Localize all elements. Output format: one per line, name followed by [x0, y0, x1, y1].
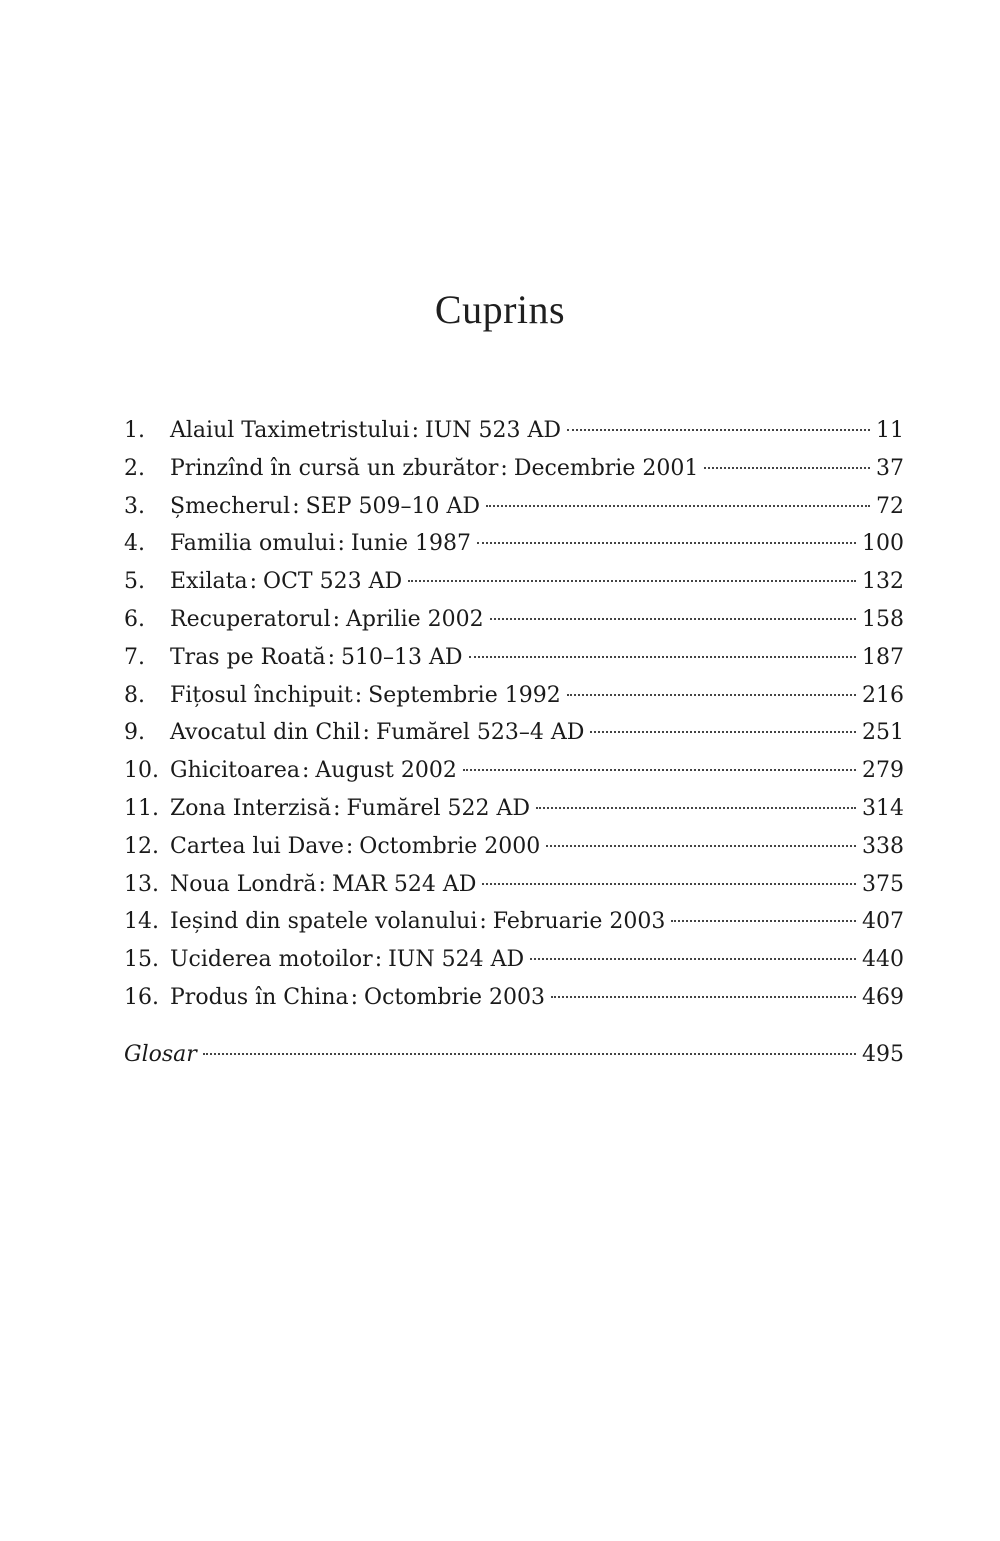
- title-separator: :: [350, 984, 359, 1010]
- chapter-title: Exilata: [170, 569, 248, 595]
- title-separator: :: [374, 947, 383, 973]
- title-separator: :: [302, 758, 310, 784]
- toc-row: [124, 714, 904, 752]
- chapter-number: 1.: [124, 418, 145, 443]
- title-separator: :: [292, 493, 300, 519]
- chapter-title: Tras pe Roată: [170, 644, 326, 670]
- toc-row: [124, 412, 904, 450]
- toc-row: [124, 525, 904, 563]
- chapter-date: OCT 523 AD: [263, 569, 403, 595]
- chapter-page-number: 338: [862, 833, 904, 859]
- chapter-page-number: 158: [862, 606, 904, 632]
- dot-leader: [536, 795, 856, 809]
- chapter-page-number: 469: [862, 984, 904, 1010]
- toc-row: [124, 563, 904, 601]
- chapter-title: Cartea lui Dave: [170, 833, 344, 859]
- chapter-page-number: 407: [862, 909, 904, 935]
- toc-row: [124, 677, 904, 715]
- chapter-page-number: 132: [862, 569, 904, 595]
- title-separator: :: [327, 644, 335, 670]
- title-separator: :: [337, 531, 345, 557]
- dot-leader: [463, 757, 856, 771]
- chapter-date: Iunie 1987: [350, 531, 471, 557]
- glossary-page-number: 495: [862, 1042, 904, 1067]
- chapter-number: 8.: [124, 682, 145, 708]
- chapter-number: 2.: [124, 455, 145, 481]
- chapter-page-number: 72: [876, 493, 904, 519]
- toc-glossary-entry: [124, 1036, 904, 1074]
- chapter-title: Noua Londră: [170, 871, 317, 897]
- chapter-date: Aprilie 2002: [346, 606, 484, 632]
- title-separator: :: [332, 606, 341, 632]
- dot-leader: [530, 946, 856, 960]
- chapter-number: 14.: [124, 909, 159, 935]
- dot-leader: [482, 871, 856, 885]
- chapter-page-number: 251: [862, 720, 904, 746]
- chapter-page-number: 440: [862, 947, 904, 973]
- title-separator: :: [411, 418, 420, 443]
- page-title: Cuprins: [434, 287, 566, 332]
- chapter-number: 5.: [124, 569, 145, 595]
- chapter-date: SEP 509–10 AD: [305, 493, 481, 519]
- chapter-number: 13.: [124, 871, 159, 897]
- toc-row: [124, 828, 904, 866]
- dot-leader: [590, 719, 856, 733]
- toc-row: [124, 903, 904, 941]
- chapter-number: 7.: [124, 644, 145, 670]
- chapter-title: Zona Interzisă: [170, 795, 332, 821]
- dot-leader: [671, 908, 856, 922]
- chapter-title: Fițosul închipuit: [170, 682, 353, 708]
- chapter-number: 10.: [124, 758, 159, 784]
- dot-leader: [490, 606, 856, 620]
- chapter-date: 510–13 AD: [341, 644, 463, 670]
- chapter-title: Ghicitoarea: [170, 758, 300, 784]
- chapter-number: 15.: [124, 947, 159, 973]
- chapter-date: MAR 524 AD: [331, 871, 477, 897]
- toc-row: [124, 488, 904, 526]
- chapter-page-number: 100: [862, 531, 904, 557]
- dot-leader: [408, 568, 856, 582]
- toc-row: [124, 450, 904, 488]
- chapter-title: Alaiul Taximetristului: [170, 418, 410, 443]
- dot-leader: [469, 644, 856, 658]
- title-separator: :: [345, 833, 354, 859]
- toc-row: [124, 601, 904, 639]
- chapter-date: Octombrie 2003: [364, 984, 545, 1010]
- dot-leader: [567, 417, 870, 431]
- toc-row: [124, 979, 904, 1017]
- chapter-page-number: 37: [876, 455, 904, 481]
- chapter-number: 11.: [124, 795, 159, 821]
- dot-leader: [567, 682, 856, 696]
- chapter-page-number: 314: [862, 795, 904, 821]
- toc-row: [124, 1036, 904, 1074]
- toc-row: [124, 941, 904, 979]
- dot-leader: [203, 1041, 856, 1055]
- table-of-contents: [124, 412, 904, 1017]
- chapter-title: Șmecherul: [170, 493, 291, 519]
- toc-row: [124, 639, 904, 677]
- dot-leader: [477, 530, 856, 544]
- chapter-date: August 2002: [315, 758, 457, 784]
- dot-leader: [551, 984, 856, 998]
- chapter-date: IUN 524 AD: [388, 947, 525, 973]
- chapter-page-number: 216: [862, 682, 904, 708]
- chapter-title: Prinzînd în cursă un zburător: [170, 455, 499, 481]
- chapter-title: Uciderea motoilor: [170, 947, 373, 973]
- dot-leader: [704, 455, 870, 469]
- chapter-number: 6.: [124, 606, 145, 632]
- chapter-title: Familia omului: [170, 531, 336, 557]
- title-separator: :: [362, 720, 370, 746]
- chapter-page-number: 375: [862, 871, 904, 897]
- chapter-number: 12.: [124, 833, 159, 859]
- chapter-date: Decembrie 2001: [513, 455, 699, 481]
- chapter-page-number: 187: [862, 644, 904, 670]
- chapter-number: 9.: [124, 720, 145, 746]
- title-separator: :: [318, 871, 326, 897]
- glossary-label: Glosar: [124, 1042, 197, 1067]
- chapter-date: Octombrie 2000: [359, 833, 541, 859]
- chapter-title: Produs în China: [170, 984, 349, 1010]
- chapter-date: Septembrie 1992: [368, 682, 561, 708]
- chapter-title: Ieșind din spatele volanului: [170, 909, 478, 935]
- chapter-date: Fumărel 523–4 AD: [375, 720, 585, 746]
- toc-row: [124, 752, 904, 790]
- chapter-date: Fumărel 522 AD: [346, 795, 531, 821]
- chapter-date: Februarie 2003: [492, 909, 666, 935]
- toc-row: [124, 866, 904, 904]
- title-separator: :: [249, 569, 258, 595]
- chapter-page-number: 279: [862, 758, 904, 784]
- dot-leader: [486, 493, 870, 507]
- title-separator: :: [500, 455, 508, 481]
- toc-row: [124, 790, 904, 828]
- chapter-number: 3.: [124, 493, 145, 519]
- title-separator: :: [479, 909, 487, 935]
- dot-leader: [546, 833, 856, 847]
- chapter-title: Recuperatorul: [170, 606, 331, 632]
- chapter-number: 16.: [124, 984, 159, 1010]
- chapter-page-number: 11: [876, 418, 904, 443]
- chapter-title: Avocatul din Chil: [170, 720, 361, 746]
- title-separator: :: [333, 795, 341, 821]
- title-separator: :: [354, 682, 363, 708]
- chapter-date: IUN 523 AD: [425, 418, 562, 443]
- chapter-number: 4.: [124, 531, 145, 557]
